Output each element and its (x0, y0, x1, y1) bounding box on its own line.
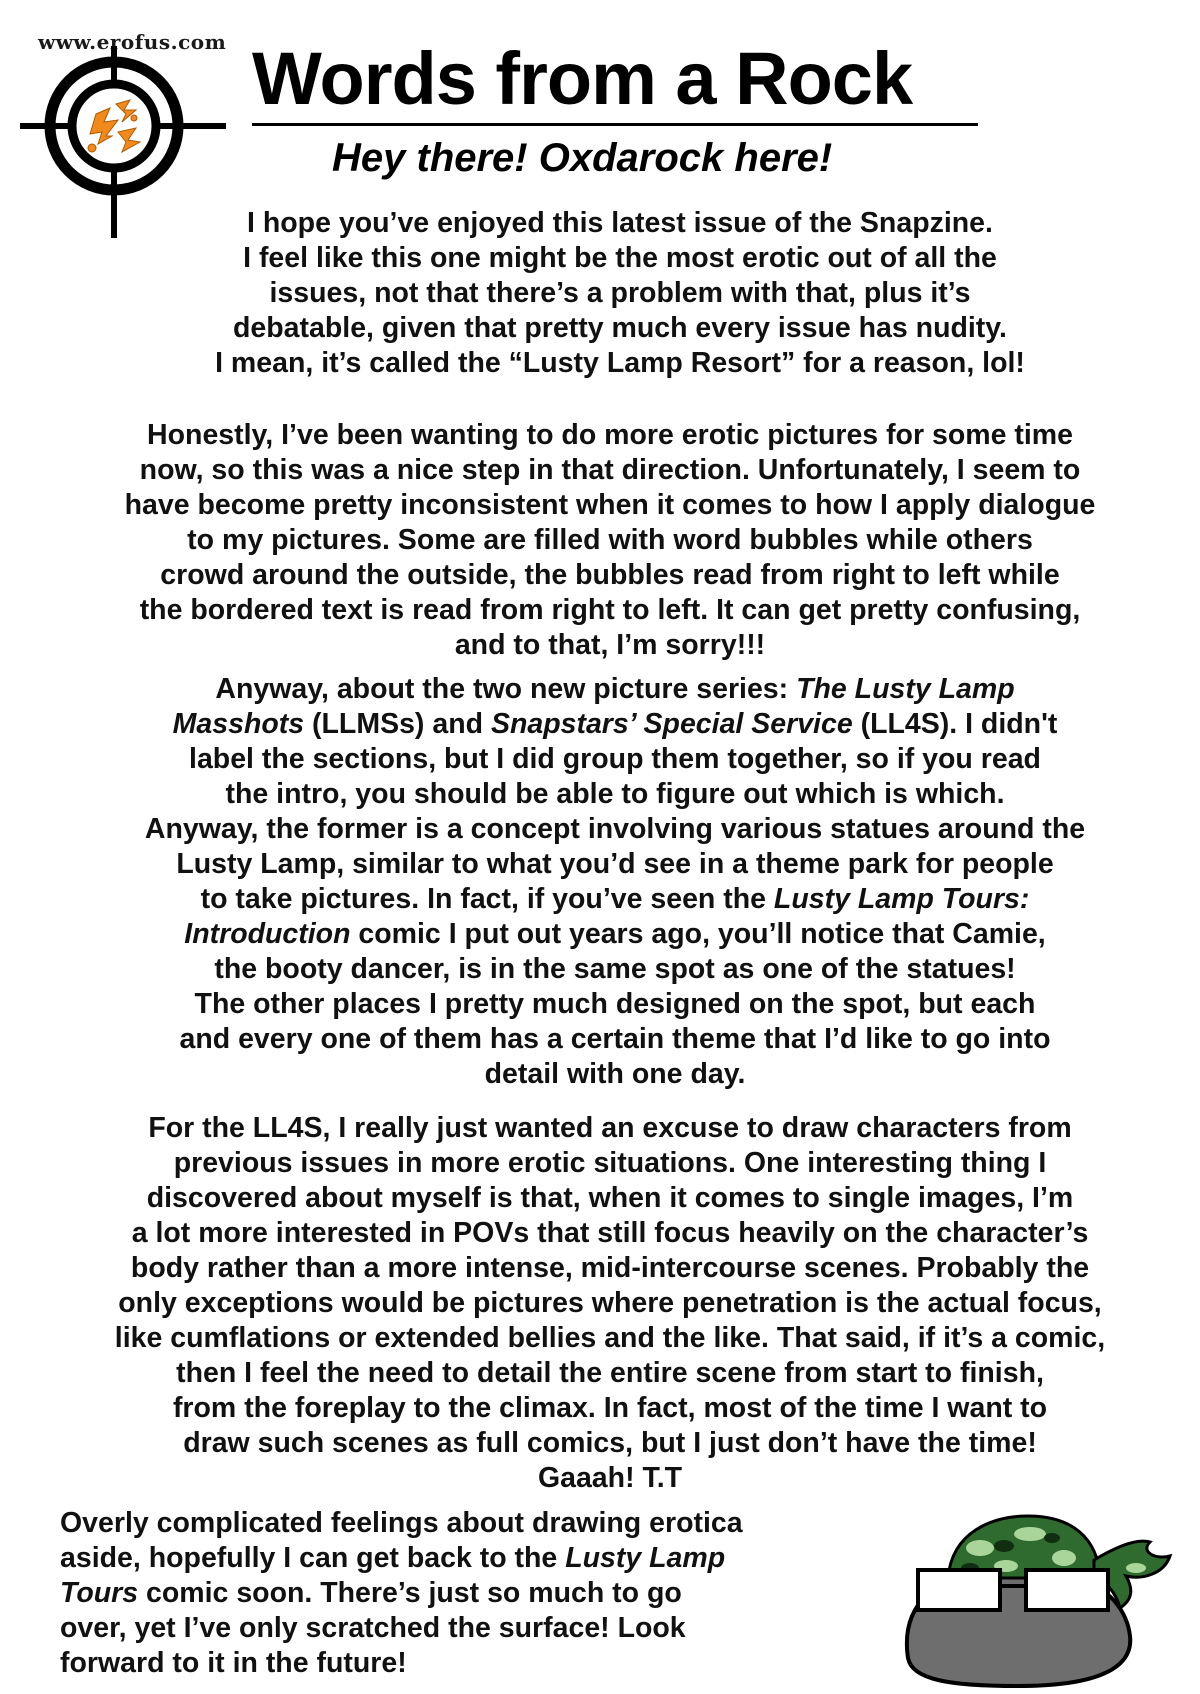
italic-title: The Lusty Lamp (796, 673, 1015, 705)
text-line (60, 628, 1160, 663)
text-segment: to my pictures. Some are filled with word bubbles while others (187, 524, 1033, 556)
text-line (60, 453, 1160, 488)
paragraph (60, 418, 1160, 663)
text-line (60, 1646, 860, 1681)
text-segment: debatable, given that pretty much every issue has nudity. (233, 312, 1007, 344)
text-line (60, 1506, 860, 1541)
text-line (60, 523, 1160, 558)
italic-title: Lusty Lamp (565, 1542, 726, 1574)
paragraph (150, 206, 1090, 381)
text-line (150, 241, 1090, 276)
italic-title: Snapstars’ Special Service (490, 708, 853, 740)
rock-mascot-icon (888, 1508, 1186, 1688)
text-segment: (LLMSs) and (304, 708, 491, 740)
text-segment: the intro, you should be able to figure out which is which. (225, 778, 1005, 810)
text-segment: and every one of them has a certain theme that I’d like to go into (179, 1023, 1051, 1055)
text-segment: Honestly, I’ve been wanting to do more erotic pictures for some time (147, 419, 1073, 451)
text-line (70, 777, 1160, 812)
text-segment: Overly complicated feelings about drawing erotica (60, 1507, 743, 1539)
text-line (70, 1057, 1160, 1092)
italic-title: Lusty Lamp Tours: (773, 883, 1030, 915)
text-line (150, 311, 1090, 346)
paragraph (70, 672, 1160, 1092)
text-line (60, 1576, 860, 1611)
text-line (45, 1216, 1175, 1251)
text-segment: to take pictures. In fact, if you’ve seen the (200, 883, 774, 915)
text-line (60, 488, 1160, 523)
text-line (150, 346, 1090, 381)
text-segment: forward to it in the future! (60, 1647, 407, 1679)
text-segment: body rather than a more intense, mid-intercourse scenes. Probably the (130, 1252, 1090, 1284)
text-segment: then I feel the need to detail the entire scene from start to finish, (176, 1357, 1044, 1389)
text-segment: now, so this was a nice step in that direction. Unfortunately, I seem to (139, 454, 1081, 486)
text-segment: only exceptions would be pictures where penetration is the actual focus, (118, 1287, 1102, 1319)
text-line (45, 1356, 1175, 1391)
text-segment: I hope you’ve enjoyed this latest issue of the Snapzine. (247, 207, 993, 239)
text-segment: draw such scenes as full comics, but I just don’t have the time! (183, 1427, 1037, 1459)
text-segment: Anyway, the former is a concept involving various statues around the (144, 813, 1086, 845)
text-line (70, 742, 1160, 777)
text-segment: discovered about myself is that, when it comes to single images, I’m (146, 1182, 1074, 1214)
text-line (60, 1541, 860, 1576)
text-segment: label the sections, but I did group them together, so if you read (189, 743, 1041, 775)
text-segment: like cumflations or extended bellies and the like. That said, if it’s a comic, (114, 1322, 1106, 1354)
text-segment: and to that, I’m sorry!!! (454, 629, 766, 661)
text-segment: over, yet I’ve only scratched the surface! Look (60, 1612, 686, 1644)
text-line (45, 1251, 1175, 1286)
text-segment: comic I put out years ago, you’ll notice that Camie, (350, 918, 1046, 950)
text-segment: For the LL4S, I really just wanted an excuse to draw characters from (148, 1112, 1072, 1144)
text-segment: Lusty Lamp, similar to what you’d see in a theme park for people (176, 848, 1054, 880)
text-line (70, 882, 1160, 917)
title-underline (252, 123, 978, 126)
text-line (70, 917, 1160, 952)
text-line (45, 1146, 1175, 1181)
text-line (45, 1111, 1175, 1146)
page-subtitle: Hey there! Oxdarock here! (332, 136, 833, 180)
text-segment: have become pretty inconsistent when it comes to how I apply dialogue (124, 489, 1096, 521)
text-segment: Anyway, about the two new picture series: (215, 673, 797, 705)
text-line (70, 707, 1160, 742)
text-line (60, 593, 1160, 628)
text-segment: Gaaah! T.T (537, 1462, 683, 1494)
text-line (45, 1461, 1175, 1496)
text-line (45, 1181, 1175, 1216)
text-segment: issues, not that there’s a problem with that, plus it’s (269, 277, 971, 309)
text-line (45, 1286, 1175, 1321)
watermark: www.erofus.com (38, 30, 227, 54)
text-segment: aside, hopefully I can get back to the (60, 1542, 566, 1574)
text-segment: (LL4S). I didn't (852, 708, 1058, 740)
text-segment: a lot more interested in POVs that still focus heavily on the character’s (131, 1217, 1089, 1249)
text-line (45, 1426, 1175, 1461)
text-segment: crowd around the outside, the bubbles read from right to left while (160, 559, 1060, 591)
text-segment: comic soon. There’s just so much to go (138, 1577, 682, 1609)
text-line (70, 987, 1160, 1022)
text-line (70, 672, 1160, 707)
italic-title: Masshots (172, 708, 305, 740)
text-line (45, 1321, 1175, 1356)
text-line (70, 812, 1160, 847)
text-segment: the bordered text is read from right to left. It can get pretty confusing, (139, 594, 1081, 626)
text-line (150, 276, 1090, 311)
text-segment: I mean, it’s called the “Lusty Lamp Resort” for a reason, lol! (215, 347, 1025, 379)
text-line (60, 418, 1160, 453)
text-segment: from the foreplay to the climax. In fact, most of the time I want to (172, 1392, 1048, 1424)
text-line (45, 1391, 1175, 1426)
page-title: Words from a Rock (252, 37, 913, 120)
text-segment: detail with one day. (484, 1058, 746, 1090)
italic-title: Introduction (184, 918, 351, 950)
text-segment: the booty dancer, is in the same spot as one of the statues! (214, 953, 1016, 985)
paragraph (45, 1111, 1175, 1496)
text-line (150, 206, 1090, 241)
text-line (60, 1611, 860, 1646)
text-line (70, 847, 1160, 882)
paragraph (60, 1506, 860, 1681)
text-segment: I feel like this one might be the most erotic out of all the (243, 242, 997, 274)
text-line (70, 952, 1160, 987)
text-segment: The other places I pretty much designed on the spot, but each (194, 988, 1036, 1020)
text-segment: previous issues in more erotic situations. One interesting thing I (173, 1147, 1047, 1179)
italic-title: Tours (60, 1577, 139, 1609)
text-line (70, 1022, 1160, 1057)
text-line (60, 558, 1160, 593)
